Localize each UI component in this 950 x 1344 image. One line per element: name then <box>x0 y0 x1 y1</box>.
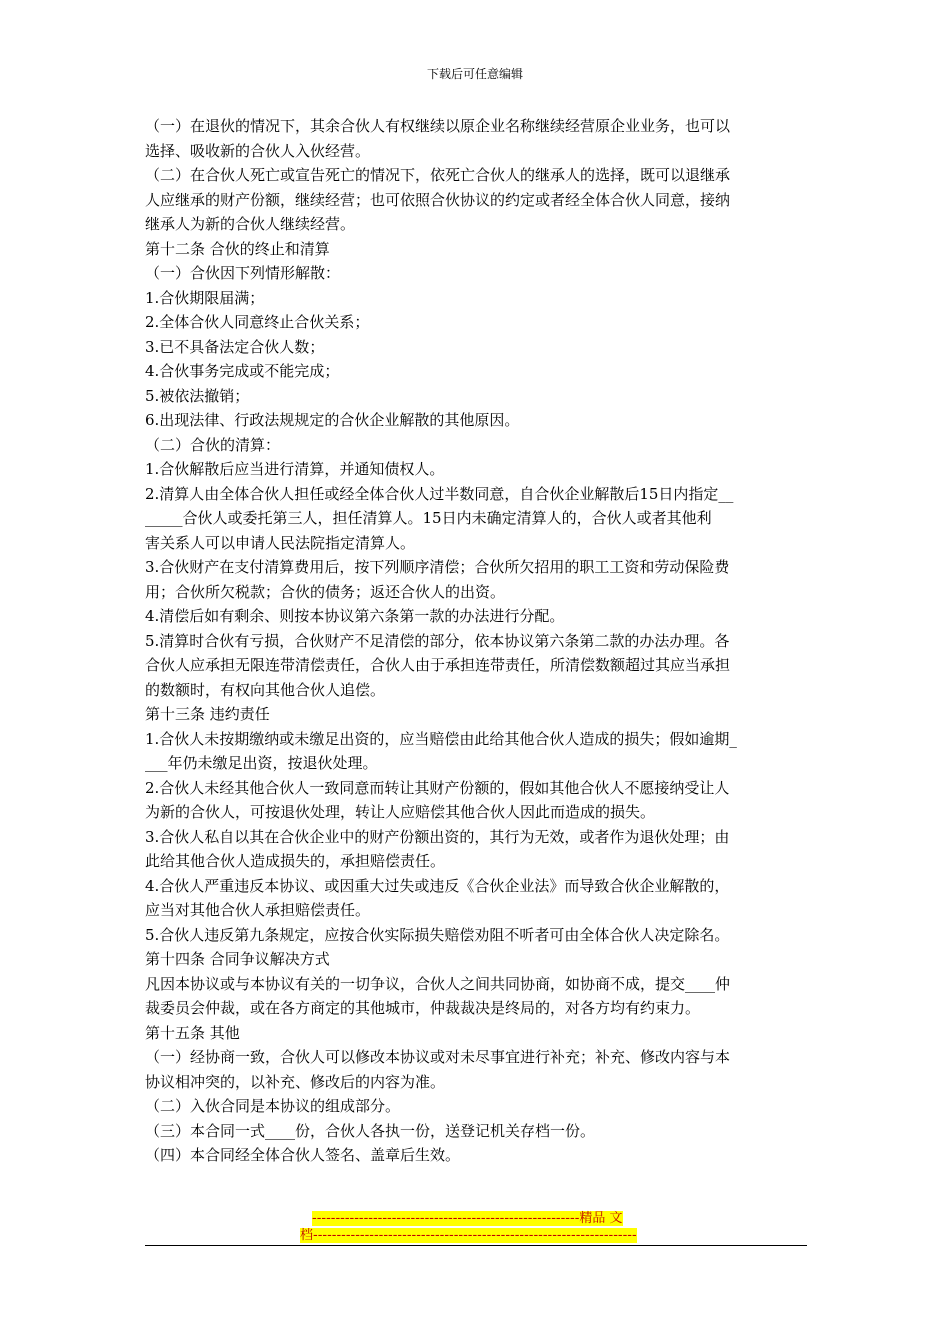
footer-divider <box>145 1245 807 1246</box>
text-line: 2.合伙人未经其他合伙人一致同意而转让其财产份额的，假如其他合伙人不愿接纳受让人 <box>145 778 730 797</box>
text-line: （二）在合伙人死亡或宣告死亡的情况下，依死亡合伙人的继承人的选择，既可以退继承 <box>145 166 731 184</box>
text-line: 第十二条 合伙的终止和清算 <box>145 239 330 258</box>
text-line: 合伙人应承担无限连带清偿责任，合伙人由于承担连带责任，所清偿数额超过其应当承担 <box>145 656 731 674</box>
text-line: （一）在退伙的情况下，其余合伙人有权继续以原企业名称继续经营原企业业务，也可以 <box>145 117 731 135</box>
text-line: （一）经协商一致，合伙人可以修改本协议或对未尽事宜进行补充；补充、修改内容与本 <box>145 1048 731 1066</box>
text-line: （二）合伙的清算： <box>145 435 281 454</box>
text-line: 1.合伙解散后应当进行清算，并通知债权人。 <box>145 460 445 478</box>
text-line: ___年仍未缴足出资，按退伙处理。 <box>145 754 378 772</box>
text-line: 第十三条 违约责任 <box>145 705 270 723</box>
text-line: 继承人为新的合伙人继续经营。 <box>145 215 356 233</box>
text-line: 5.合伙人违反第九条规定，应按合伙实际损失赔偿劝阻不听者可由全体合伙人决定除名。 <box>145 925 730 944</box>
text-line: 害关系人可以申请人民法院指定清算人。 <box>145 533 416 552</box>
text-line: 的数额时，有权向其他合伙人追偿。 <box>145 680 386 699</box>
text-line: （四）本合同经全体合伙人签名、盖章后生效。 <box>145 1146 461 1164</box>
text-line: 1.合伙人未按期缴纳或未缴足出资的，应当赔偿由此给其他合伙人造成的损失；假如逾期_ <box>145 729 737 748</box>
text-line: 6.出现法律、行政法规规定的合伙企业解散的其他原因。 <box>145 411 520 429</box>
text-line: 3.合伙财产在支付清算费用后，按下列顺序清偿；合伙所欠招用的职工工资和劳动保险费 <box>145 558 730 576</box>
text-line: 第十四条 合同争议解决方式 <box>145 950 330 968</box>
text-line: 4.合伙事务完成或不能完成； <box>145 362 340 380</box>
text-line: 3.合伙人私自以其在合伙企业中的财产份额出资的，其行为无效，或者作为退伙处理；由 <box>145 827 730 846</box>
text-line: _____合伙人或委托第三人，担任清算人。15日内未确定清算人的，合伙人或者其他利 <box>145 509 712 527</box>
text-line: 第十五条 其他 <box>145 1023 240 1042</box>
page-header: 下载后可任意编辑 <box>426 67 523 81</box>
text-line: 此给其他合伙人造成损失的，承担赔偿责任。 <box>145 852 446 870</box>
text-line: 1.合伙期限届满； <box>145 288 265 307</box>
text-line: 4.合伙人严重违反本协议、或因重大过失或违反《合伙企业法》而导致合伙企业解散的， <box>145 876 730 895</box>
text-line: 应当对其他合伙人承担赔偿责任。 <box>145 901 371 919</box>
text-line: 4.清偿后如有剩余、则按本协议第六条第一款的办法进行分配。 <box>145 607 565 625</box>
text-line: （三）本合同一式____份，合伙人各执一份，送登记机关存档一份。 <box>145 1121 596 1140</box>
text-line: 2.全体合伙人同意终止合伙关系； <box>145 313 370 331</box>
text-line: 5.清算时合伙有亏损，合伙财产不足清偿的部分，依本协议第六条第二款的办法办理。各 <box>145 631 730 650</box>
text-line: 用；合伙所欠税款；合伙的债务；返还合伙人的出资。 <box>145 582 506 601</box>
text-line: 5.被依法撤销； <box>145 386 250 405</box>
text-line: 2.清算人由全体合伙人担任或经全体合伙人过半数同意，自合伙企业解散后15日内指定__ <box>145 484 734 503</box>
footer-line-1: ---------------------------------------------------------精品 文 <box>312 1211 623 1226</box>
text-line: 裁委员会仲裁，或在各方商定的其他城市，仲裁裁决是终局的，对各方均有约束力。 <box>145 999 701 1017</box>
text-line: 凡因本协议或与本协议有关的一切争议，合伙人之间共同协商，如协商不成，提交____仲 <box>145 974 731 993</box>
text-line: 人应继承的财产份额，继续经营；也可依照合伙协议的约定或者经全体合伙人同意，接纳 <box>145 190 731 209</box>
document-body <box>145 114 809 1168</box>
text-line: 为新的合伙人，可按退伙处理，转让人应赔偿其他合伙人因此而造成的损失。 <box>145 803 656 821</box>
text-line: （二）入伙合同是本协议的组成部分。 <box>145 1097 401 1115</box>
text-line: 选择、吸收新的合伙人入伙经营。 <box>145 141 371 160</box>
text-line: 协议相冲突的，以补充、修改后的内容为准。 <box>145 1072 446 1091</box>
text-line: 3.已不具备法定合伙人数； <box>145 337 325 356</box>
text-line: （一）合伙因下列情形解散： <box>145 264 341 282</box>
footer-banner <box>300 1210 650 1244</box>
footer-line-2: 档--------------------------------------------------------------------- <box>300 1228 637 1243</box>
